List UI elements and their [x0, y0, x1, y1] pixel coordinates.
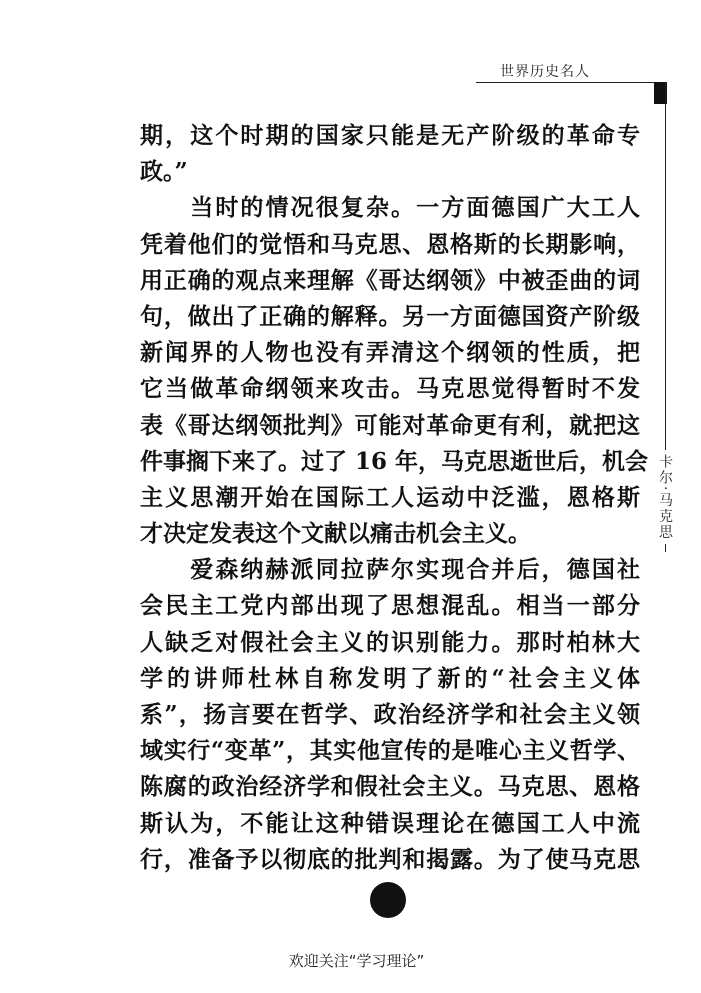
side-running-title: 卡尔·马克思 — [655, 450, 675, 544]
text-line: 新闻界的人物也没有弄清这个纲领的性质，把 — [140, 339, 640, 367]
text-line: 行，准备予以彻底的批判和揭露。为了使马克思 — [140, 845, 640, 873]
body-text — [140, 118, 649, 878]
text-line: 人缺乏对假社会主义的识别能力。那时柏林大 — [140, 628, 640, 656]
text-line: 它当做革命纲领来攻击。马克思觉得暂时不发 — [140, 375, 640, 403]
text-line: 当时的情况很复杂。一方面德国广大工人 — [140, 194, 640, 222]
header-rule — [476, 82, 666, 83]
text-line: 才决定发表这个文献以痛击机会主义。 — [140, 520, 531, 548]
footer-note: 欢迎关注“学习理论” — [288, 952, 425, 970]
text-line: 学的讲师杜林自称发明了新的“社会主义体 — [140, 664, 640, 692]
text-line: 斯认为，不能让这种错误理论在德国工人中流 — [140, 809, 640, 837]
text-line: 系”，扬言要在哲学、政治经济学和社会主义领 — [140, 701, 640, 728]
text-line: 域实行“变革”，其实他宣传的是唯心主义哲学、 — [140, 737, 640, 765]
text-line: 句，做出了正确的解释。另一方面德国资产阶级 — [140, 302, 640, 330]
page-marker-dot — [370, 882, 406, 918]
text-line: 政。” — [140, 158, 188, 186]
text-line: 表《哥达纲领批判》可能对革命更有利，就把这 — [140, 411, 640, 439]
text-line: 用正确的观点来理解《哥达纲领》中被歪曲的词 — [140, 266, 640, 294]
text-line: 凭着他们的觉悟和马克思、恩格斯的长期影响， — [140, 230, 640, 258]
text-line: 陈腐的政治经济学和假社会主义。马克思、恩格 — [140, 773, 640, 801]
running-header-title: 世界历史名人 — [500, 64, 590, 80]
text-line: 期，这个时期的国家只能是无产阶级的革命专 — [140, 122, 640, 149]
text-line: 主义思潮开始在国际工人运动中泛滥，恩格斯 — [140, 483, 640, 511]
text-line: 会民主工党内部出现了思想混乱。相当一部分 — [140, 592, 640, 620]
text-line: 件事搁下来了。过了 16 年，马克思逝世后，机会 — [140, 447, 649, 475]
text-line: 爱森纳赫派同拉萨尔实现合并后，德国社 — [140, 556, 640, 584]
